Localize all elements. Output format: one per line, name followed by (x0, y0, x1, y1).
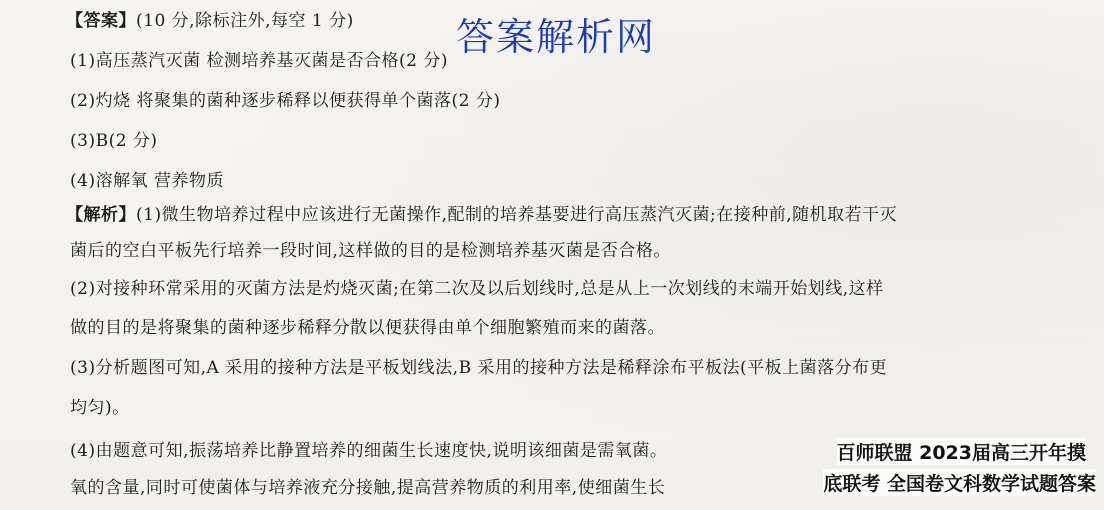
analysis-line-1 (66, 203, 897, 227)
answer-line-1: (1)高压蒸汽灭菌 检测培养基灭菌是否合格(2 分) (70, 51, 448, 71)
answer-line-4: (4)溶解氧 营养物质 (70, 171, 224, 191)
analysis-line-5: (3)分析题图可知,A 采用的接种方法是平板划线法,B 采用的接种方法是稀释涂布平板法(平板上菌落分布更 (70, 358, 888, 378)
answer-tag: 【答案】 (66, 11, 136, 31)
promo-line-1: 百师联盟 2023届高三开年摸 (837, 438, 1087, 465)
analysis-line-7: (4)由题意可知,振荡培养比静置培养的细菌生长速度快,说明该细菌是需氧菌。 (70, 441, 668, 461)
analysis-line-8: 氧的含量,同时可使菌体与培养液充分接触,提高营养物质的利用率,使细菌生长 (70, 478, 666, 498)
analysis-tag: 【解析】 (66, 205, 136, 225)
answer-note: (10 分,除标注外,每空 1 分) (136, 11, 354, 31)
watermark-title: 答案解析网 (456, 15, 657, 59)
answer-header (66, 9, 354, 33)
analysis-line-6: 均匀)。 (70, 398, 130, 418)
promo-line-2: 底联考 全国卷文科数学试题答案 (823, 469, 1096, 496)
analysis-line-4: 做的目的是将聚集的菌种逐步稀释分散以便获得由单个细胞繁殖而来的菌落。 (70, 318, 665, 338)
analysis-line-3: (2)对接种环常采用的灭菌方法是灼烧灭菌;在第二次及以后划线时,总是从上一次划线的末端开始划线,这样 (70, 279, 884, 299)
analysis-line-1-text: (1)微生物培养过程中应该进行无菌操作,配制的培养基要进行高压蒸汽灭菌;在接种前,随机取若干灭 (136, 205, 898, 225)
analysis-line-2: 菌后的空白平板先行培养一段时间,这样做的目的是检测培养基灭菌是否合格。 (70, 241, 671, 261)
answer-line-3: (3)B(2 分) (70, 131, 158, 151)
answer-line-2: (2)灼烧 将聚集的菌种逐步稀释以便获得单个菌落(2 分) (70, 91, 501, 111)
